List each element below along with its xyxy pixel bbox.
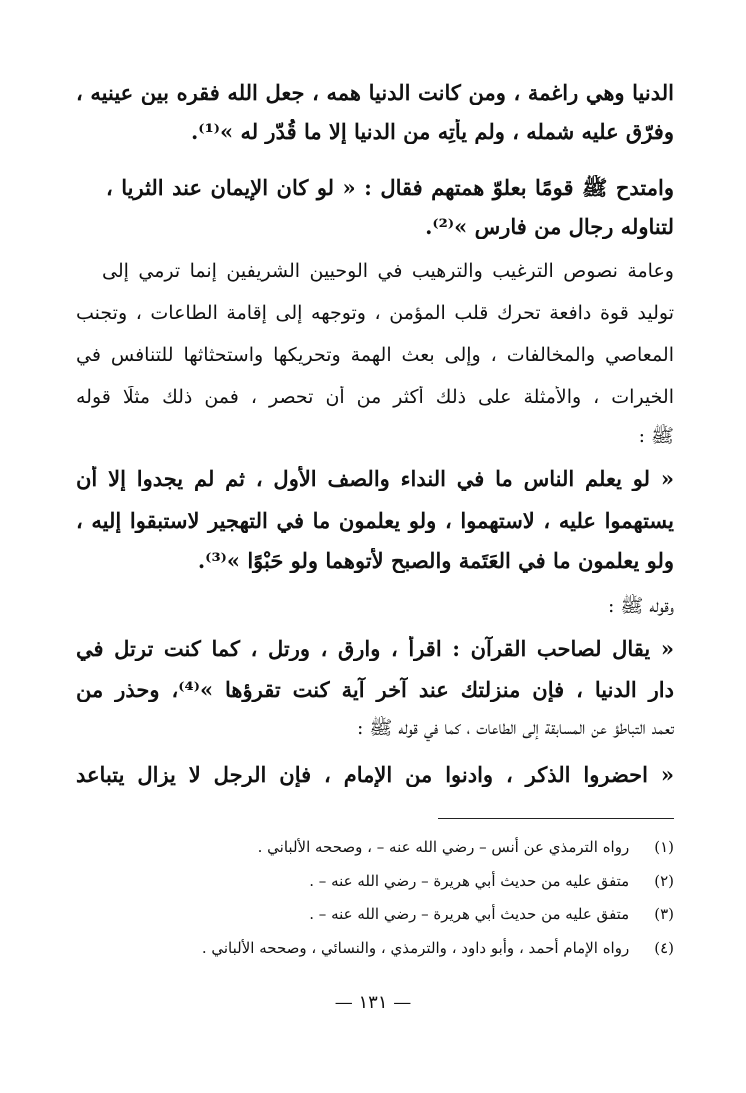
hadith-line: « يقال لصاحب القرآن : اقرأ ، وارق ، ورتل ، كما كنت ترتل في [76, 636, 674, 661]
footnote-text: رواه الإمام أحمد ، وأبو داود ، والترمذي ، والنسائي ، وصححه الألباني . [201, 939, 630, 957]
hadith-line: ولو يعلمون ما في العَتَمة والصبح لأتوهما ولو حَبْوًا »⁽³⁾. [197, 548, 674, 573]
text-line: وعامة نصوص الترغيب والترهيب في الوحيين الشريفين إنما ترمي إلى [102, 260, 674, 282]
hadith-line: « احضروا الذكر ، وادنوا من الإمام ، فإن الرجل لا يزال يتباعد [76, 762, 674, 787]
text-line: ﷺ : [638, 425, 674, 447]
footnote-number: (٣) [654, 905, 674, 923]
footnote [309, 905, 674, 923]
text-line: وفرّق عليه شمله ، ولم يأتِه من الدنيا إلا ما قُدّر له »⁽¹⁾. [190, 119, 674, 144]
text-line: تعمد التباطؤ عن المسابقة إلى الطاعات ، كما في قوله ﷺ : [356, 717, 674, 739]
footnote-text: متفق عليه من حديث أبي هريرة – رضي الله عنه – . [309, 905, 630, 923]
footnote-number: (٤) [654, 939, 674, 957]
hadith-line: دار الدنيا ، فإن منزلتك عند آخر آية كنت تقرؤها »⁽⁴⁾، وحذر من [76, 677, 674, 702]
page-number: — ١٣١ — [334, 992, 412, 1013]
footnote-text: متفق عليه من حديث أبي هريرة – رضي الله عنه – . [309, 872, 630, 890]
footnote-divider [438, 818, 674, 819]
text-line: توليد قوة دافعة تحرك قلب المؤمن ، وتوجهه إلى إقامة الطاعات ، وتجنب [76, 302, 674, 324]
text-line: وامتدح ﷺ قومًا بعلوّ همتهم فقال : « لو كان الإيمان عند الثريا ، [106, 175, 674, 200]
text-line: وقوله ﷺ : [607, 595, 674, 617]
hadith-line: يستهموا عليه ، لاستهموا ، ولو يعلمون ما في التهجير لاستبقوا إليه ، [76, 508, 674, 533]
hadith-line: « لو يعلم الناس ما في النداء والصف الأول ، ثم لم يجدوا إلا أن [76, 466, 674, 491]
footnote [258, 838, 674, 856]
text-line: المعاصي والمخالفات ، وإلى بعث الهمة وتحريكها واستحثاثها للتنافس في [76, 344, 674, 366]
text-line: الدنيا وهي راغمة ، ومن كانت الدنيا همه ، جعل الله فقره بين عينيه ، [76, 80, 674, 105]
footnote [202, 939, 674, 957]
text-line: لتناوله رجال من فارس »⁽²⁾. [425, 214, 674, 239]
footnote-text: رواه الترمذي عن أنس – رضي الله عنه – ، وصححه الألباني . [257, 838, 630, 856]
text-line: الخيرات ، والأمثلة على ذلك أكثر من أن تحصر ، فمن ذلك مثلًا قوله [76, 386, 674, 408]
footnote-number: (٢) [654, 872, 674, 890]
footnote [309, 872, 674, 890]
footnote-number: (١) [654, 838, 674, 856]
